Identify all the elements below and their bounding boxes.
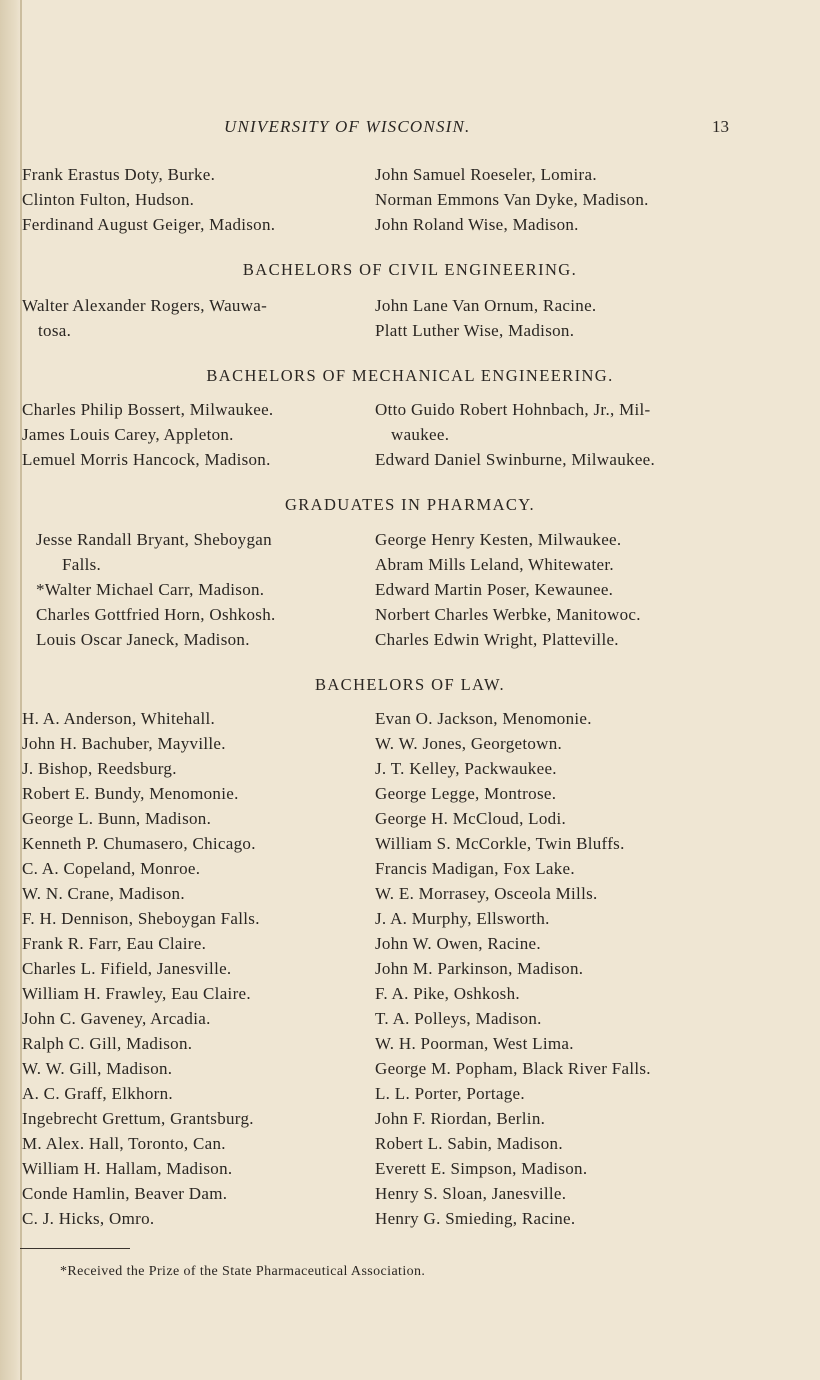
list-item: F. H. Dennison, Sheboygan Falls. — [22, 909, 260, 928]
list-item: John Roland Wise, Madison. — [375, 215, 579, 234]
list-item: Lemuel Morris Hancock, Madison. — [22, 450, 271, 469]
section-heading-pharmacy: GRADUATES IN PHARMACY. — [284, 495, 536, 514]
list-item: Jesse Randall Bryant, Sheboygan — [36, 530, 272, 549]
section-3-right-column — [375, 527, 775, 652]
list-item: J. Bishop, Reedsburg. — [22, 759, 177, 778]
list-item: Everett E. Simpson, Madison. — [375, 1159, 588, 1178]
list-item: T. A. Polleys, Madison. — [375, 1009, 542, 1028]
list-item: John C. Gaveney, Arcadia. — [22, 1009, 211, 1028]
list-item: Conde Hamlin, Beaver Dam. — [22, 1184, 228, 1203]
list-item-continuation: Falls. — [62, 555, 102, 574]
footnote-divider — [20, 1248, 130, 1249]
list-item: Charles L. Fifield, Janesville. — [22, 959, 232, 978]
section-1-left-column — [22, 293, 362, 343]
section-heading-civil-engineering: BACHELORS OF CIVIL ENGINEERING. — [242, 260, 578, 279]
section-4-left-column — [22, 706, 362, 1231]
list-item: James Louis Carey, Appleton. — [22, 425, 234, 444]
list-item: John Lane Van Ornum, Racine. — [375, 296, 597, 315]
section-heading-mechanical-engineering: BACHELORS OF MECHANICAL ENGINEERING. — [206, 366, 614, 385]
section-heading-law: BACHELORS OF LAW. — [314, 675, 506, 694]
section-2-right-column — [375, 397, 775, 472]
list-item: George Henry Kesten, Milwaukee. — [375, 530, 622, 549]
list-item: Ferdinand August Geiger, Madison. — [22, 215, 276, 234]
page-header — [0, 117, 820, 139]
list-item: *Walter Michael Carr, Madison. — [36, 580, 265, 599]
page-number: 13 — [712, 117, 729, 136]
list-item: W. W. Jones, Georgetown. — [375, 734, 563, 753]
list-item: John M. Parkinson, Madison. — [375, 959, 584, 978]
list-item: Norman Emmons Van Dyke, Madison. — [375, 190, 649, 209]
list-item: Walter Alexander Rogers, Wauwa- — [22, 296, 268, 315]
list-item: Charles Gottfried Horn, Oshkosh. — [36, 605, 276, 624]
list-item: Louis Oscar Janeck, Madison. — [36, 630, 250, 649]
list-item: John H. Bachuber, Mayville. — [22, 734, 226, 753]
list-item: Robert E. Bundy, Menomonie. — [22, 784, 239, 803]
list-item: Henry G. Smieding, Racine. — [375, 1209, 576, 1228]
list-item: J. T. Kelley, Packwaukee. — [375, 759, 557, 778]
section-2-left-column — [22, 397, 362, 472]
section-1-right-column — [375, 293, 775, 343]
list-item-continuation: waukee. — [391, 425, 450, 444]
list-item-continuation: tosa. — [38, 321, 72, 340]
list-item: H. A. Anderson, Whitehall. — [22, 709, 216, 728]
list-item: John F. Riordan, Berlin. — [375, 1109, 546, 1128]
list-item: W. H. Poorman, West Lima. — [375, 1034, 574, 1053]
list-item: J. A. Murphy, Ellsworth. — [375, 909, 550, 928]
list-item: M. Alex. Hall, Toronto, Can. — [22, 1134, 226, 1153]
list-item: Frank R. Farr, Eau Claire. — [22, 934, 207, 953]
list-item: W. N. Crane, Madison. — [22, 884, 185, 903]
list-item: George Legge, Montrose. — [375, 784, 557, 803]
list-item: John Samuel Roeseler, Lomira. — [375, 165, 597, 184]
section-0-left-column — [22, 162, 362, 237]
list-item: George L. Bunn, Madison. — [22, 809, 212, 828]
section-0-right-column — [375, 162, 775, 237]
list-item: Ingebrecht Grettum, Grantsburg. — [22, 1109, 254, 1128]
list-item: F. A. Pike, Oshkosh. — [375, 984, 520, 1003]
list-item: Kenneth P. Chumasero, Chicago. — [22, 834, 256, 853]
list-item: Henry S. Sloan, Janesville. — [375, 1184, 567, 1203]
list-item: C. A. Copeland, Monroe. — [22, 859, 201, 878]
list-item: Charles Philip Bossert, Milwaukee. — [22, 400, 274, 419]
list-item: A. C. Graff, Elkhorn. — [22, 1084, 173, 1103]
list-item: Platt Luther Wise, Madison. — [375, 321, 575, 340]
list-item: Edward Daniel Swinburne, Milwaukee. — [375, 450, 656, 469]
list-item: William H. Frawley, Eau Claire. — [22, 984, 251, 1003]
list-item: William S. McCorkle, Twin Bluffs. — [375, 834, 625, 853]
list-item: Edward Martin Poser, Kewaunee. — [375, 580, 614, 599]
list-item: Charles Edwin Wright, Platteville. — [375, 630, 619, 649]
list-item: John W. Owen, Racine. — [375, 934, 541, 953]
list-item: Frank Erastus Doty, Burke. — [22, 165, 216, 184]
list-item: L. L. Porter, Portage. — [375, 1084, 525, 1103]
list-item: Ralph C. Gill, Madison. — [22, 1034, 193, 1053]
list-item: William H. Hallam, Madison. — [22, 1159, 233, 1178]
list-item: W. E. Morrasey, Osceola Mills. — [375, 884, 598, 903]
list-item: C. J. Hicks, Omro. — [22, 1209, 155, 1228]
list-item: Evan O. Jackson, Menomonie. — [375, 709, 592, 728]
list-item: Francis Madigan, Fox Lake. — [375, 859, 575, 878]
list-item: Norbert Charles Werbke, Manitowoc. — [375, 605, 641, 624]
list-item: George M. Popham, Black River Falls. — [375, 1059, 651, 1078]
footnote: *Received the Prize of the State Pharmaceutical Association. — [60, 1264, 426, 1279]
running-title: UNIVERSITY OF WISCONSIN. — [224, 117, 471, 136]
section-3-left-column — [22, 527, 362, 652]
list-item: Clinton Fulton, Hudson. — [22, 190, 195, 209]
list-item: Abram Mills Leland, Whitewater. — [375, 555, 614, 574]
list-item: Otto Guido Robert Hohnbach, Jr., Mil- — [375, 400, 651, 419]
section-4-right-column — [375, 706, 775, 1231]
list-item: Robert L. Sabin, Madison. — [375, 1134, 563, 1153]
list-item: W. W. Gill, Madison. — [22, 1059, 173, 1078]
list-item: George H. McCloud, Lodi. — [375, 809, 567, 828]
